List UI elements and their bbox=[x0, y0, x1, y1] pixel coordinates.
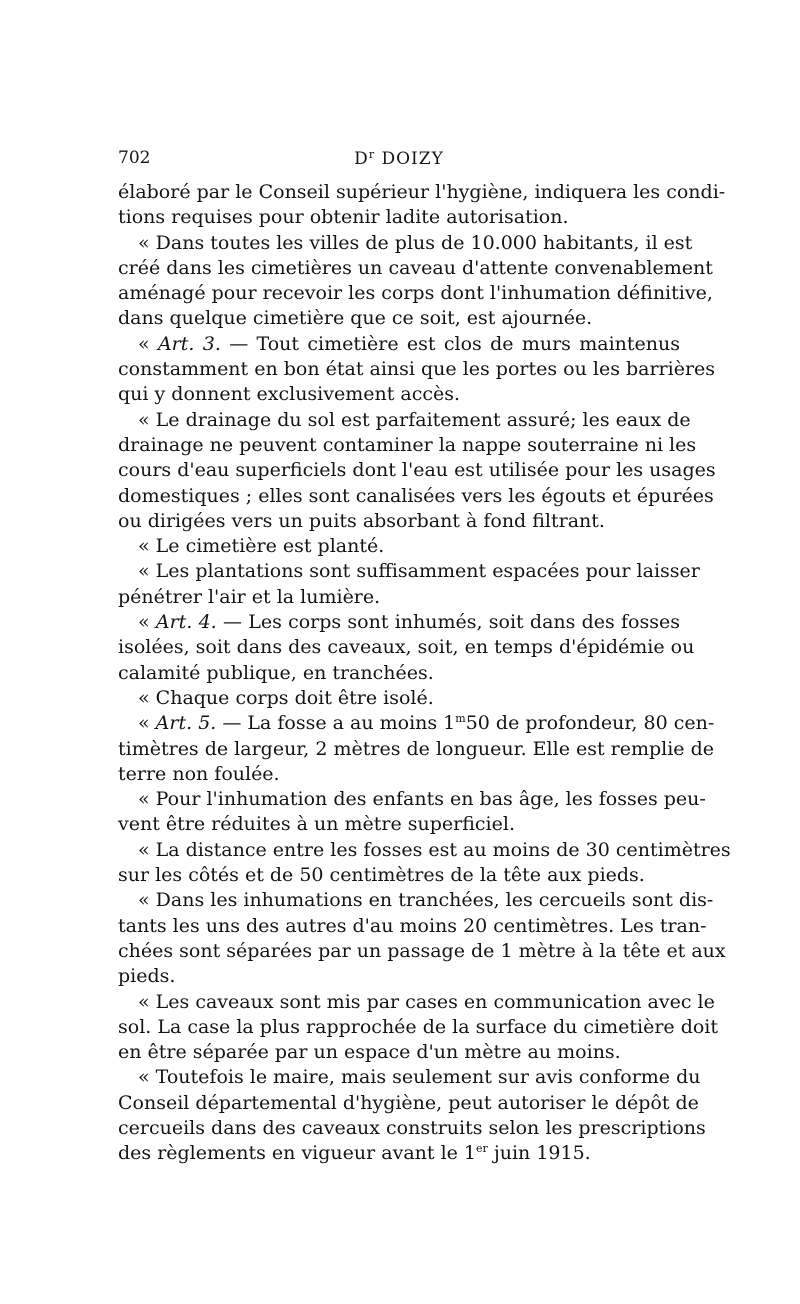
line-text: chées sont séparées par un passage de 1 mètre à la tête et aux bbox=[118, 939, 726, 962]
text-line bbox=[118, 534, 680, 559]
line-text: aménagé pour recevoir les corps dont l'inhumation définitive, bbox=[118, 282, 713, 305]
text-line bbox=[118, 559, 700, 584]
author-title-prefix: D bbox=[354, 149, 369, 169]
text-line bbox=[118, 863, 680, 888]
text-line bbox=[118, 661, 680, 686]
text-line bbox=[118, 990, 715, 1015]
line-suffix: juin 1915. bbox=[487, 1142, 591, 1165]
text-line bbox=[118, 635, 695, 660]
running-title bbox=[118, 148, 680, 169]
line-text: sol. La case la plus rapprochée de la surface du cimetière doit bbox=[118, 1015, 719, 1038]
text-line bbox=[118, 408, 691, 433]
author-name: DOIZY bbox=[381, 149, 444, 169]
line-text: cercueils dans des caveaux construits selon les prescriptions bbox=[118, 1116, 706, 1139]
line-text: — La fosse a au moins 1 bbox=[216, 712, 456, 735]
text-line bbox=[118, 306, 680, 331]
line-text: tions requises pour obtenir ladite autorisation. bbox=[118, 206, 569, 229]
line-text: « Dans toutes les villes de plus de 10.000 habitants, il est bbox=[138, 231, 693, 254]
line-text: qui y donnent exclusivement accès. bbox=[118, 383, 461, 406]
line-text: — Tout cimetière est clos de murs maintenus bbox=[220, 332, 680, 355]
text-line bbox=[118, 205, 680, 230]
text-line bbox=[118, 1015, 719, 1040]
line-prefix: « bbox=[138, 332, 158, 355]
line-text: isolées, soit dans des caveaux, soit, en temps d'épidémie ou bbox=[118, 636, 695, 659]
article-label: Art. 3. bbox=[157, 332, 221, 355]
text-line bbox=[118, 1141, 680, 1166]
body-text bbox=[118, 180, 731, 1167]
text-line bbox=[118, 1065, 701, 1090]
text-line bbox=[118, 914, 707, 939]
text-line bbox=[118, 458, 716, 483]
text-line bbox=[118, 838, 731, 863]
text-line bbox=[118, 180, 726, 205]
text-line bbox=[118, 964, 680, 989]
line-text: cours d'eau superficiels dont l'eau est utilisée pour les usages bbox=[118, 459, 716, 482]
text-line bbox=[118, 787, 706, 812]
page-header bbox=[118, 148, 680, 174]
line-text: « Dans les inhumations en tranchées, les cercueils sont dis- bbox=[138, 889, 714, 912]
article-label: Art. 4. bbox=[155, 611, 217, 634]
line-text: pieds. bbox=[118, 965, 176, 988]
line-text: drainage ne peuvent contaminer la nappe souterraine ni les bbox=[118, 433, 697, 456]
text-line bbox=[118, 357, 716, 382]
superscript: er bbox=[476, 1142, 488, 1156]
text-line bbox=[118, 762, 680, 787]
line-text: calamité publique, en tranchées. bbox=[118, 661, 434, 684]
line-text: timètres de largeur, 2 mètres de longueur. Elle est remplie de bbox=[118, 737, 714, 760]
line-text: — Les corps sont inhumés, soit dans des fosses bbox=[216, 611, 680, 634]
author-title-sup: r bbox=[368, 148, 376, 161]
line-text: créé dans les cimetières un caveau d'attente convenablement bbox=[118, 256, 713, 279]
text-line bbox=[118, 484, 714, 509]
line-text: Conseil départemental d'hygiène, peut autoriser le dépôt de bbox=[118, 1091, 699, 1114]
line-text: sur les côtés et de 50 centimètres de la tête aux pieds. bbox=[118, 864, 645, 887]
line-text: ou dirigées vers un puits absorbant à fond filtrant. bbox=[118, 509, 605, 532]
page-number: 702 bbox=[118, 148, 151, 168]
text-line bbox=[118, 231, 693, 256]
line-suffix: 50 de profondeur, 80 cen- bbox=[465, 712, 715, 735]
text-line bbox=[118, 686, 680, 711]
line-text: « Chaque corps doit être isolé. bbox=[138, 686, 434, 709]
line-prefix: « bbox=[138, 611, 156, 634]
text-line bbox=[118, 939, 726, 964]
text-line bbox=[118, 1116, 706, 1141]
text-line bbox=[118, 433, 697, 458]
line-text: vent être réduites à un mètre superficiel. bbox=[118, 813, 515, 836]
line-text: domestiques ; elles sont canalisées vers les égouts et épurées bbox=[118, 484, 714, 507]
line-text: « Les plantations sont suffisamment espacées pour laisser bbox=[138, 560, 700, 583]
line-text: dans quelque cimetière que ce soit, est ajournée. bbox=[118, 307, 593, 330]
line-text: constamment en bon état ainsi que les portes ou les barrières bbox=[118, 358, 716, 381]
line-text: tants les uns des autres d'au moins 20 centimètres. Les tran- bbox=[118, 914, 707, 937]
line-text: terre non foulée. bbox=[118, 762, 280, 785]
line-prefix: « bbox=[138, 712, 156, 735]
text-line bbox=[118, 332, 680, 357]
text-line bbox=[118, 610, 680, 635]
line-text: des règlements en vigueur avant le 1 bbox=[118, 1142, 477, 1165]
line-text: « Les caveaux sont mis par cases en communication avec le bbox=[138, 990, 715, 1013]
text-line bbox=[118, 737, 714, 762]
line-text: élaboré par le Conseil supérieur l'hygiène, indiquera les condi- bbox=[118, 181, 726, 203]
line-text: « Toutefois le maire, mais seulement sur avis conforme du bbox=[138, 1066, 701, 1089]
text-line bbox=[118, 382, 680, 407]
text-line bbox=[118, 711, 715, 736]
line-text: « Le drainage du sol est parfaitement assuré; les eaux de bbox=[138, 408, 691, 431]
text-line bbox=[118, 585, 680, 610]
text-line bbox=[118, 509, 680, 534]
superscript: m bbox=[455, 712, 466, 726]
line-text: en être séparée par un espace d'un mètre au moins. bbox=[118, 1041, 621, 1064]
text-line bbox=[118, 256, 713, 281]
text-line bbox=[118, 1091, 699, 1116]
text-line bbox=[118, 1040, 680, 1065]
line-text: « La distance entre les fosses est au moins de 30 centimètres bbox=[138, 838, 731, 861]
text-line bbox=[118, 281, 713, 306]
line-text: « Pour l'inhumation des enfants en bas âge, les fosses peu- bbox=[138, 788, 706, 811]
text-line bbox=[118, 888, 714, 913]
line-text: « Le cimetière est planté. bbox=[138, 535, 385, 558]
text-line bbox=[118, 812, 680, 837]
line-text: pénétrer l'air et la lumière. bbox=[118, 585, 381, 608]
article-label: Art. 5. bbox=[155, 712, 217, 735]
